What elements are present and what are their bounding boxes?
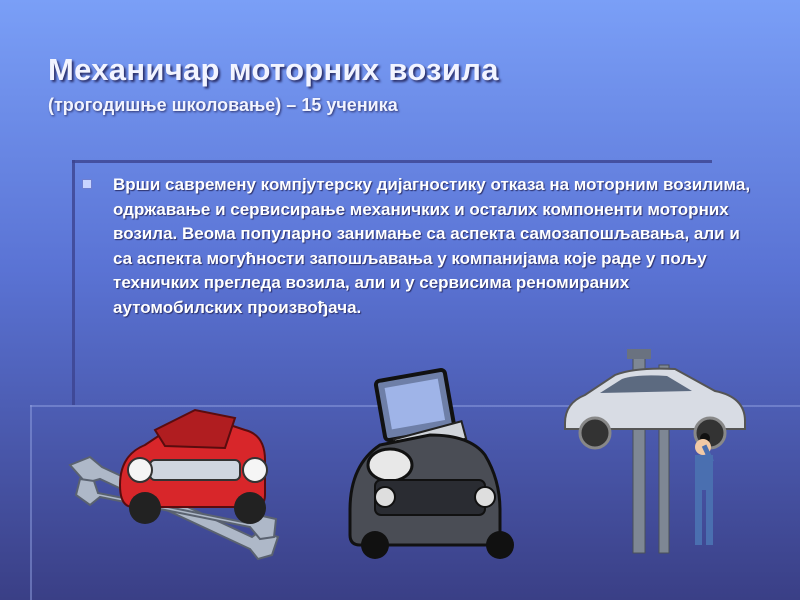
frame-line-inner-left xyxy=(30,405,32,600)
bullet-icon xyxy=(82,179,92,189)
car-on-lift-with-mechanic-illustration xyxy=(555,345,765,560)
bullet-list xyxy=(82,173,762,320)
slide-title: Механичар моторних возила xyxy=(48,52,499,87)
car-with-laptop-illustration xyxy=(335,365,535,565)
frame-line-top xyxy=(72,160,712,163)
red-car-with-wrenches-illustration xyxy=(60,400,310,565)
bullet-text: Врши савремену компјутерску дијагностику отказа на моторним возилима, одржавање и сервисирање механичких и осталих компоненти моторних возила. Веома популарно занимање са аспекта самозапошљавања, али и са аспекта могућности запошљавања у компанијама које раде у пољу техничких прегледа возила, али и у сервисима реномираних аутомобилских произвођача. xyxy=(113,175,751,317)
slide-subtitle: (трогодишње школовање) – 15 ученика xyxy=(48,95,398,115)
frame-line-left xyxy=(72,160,75,405)
